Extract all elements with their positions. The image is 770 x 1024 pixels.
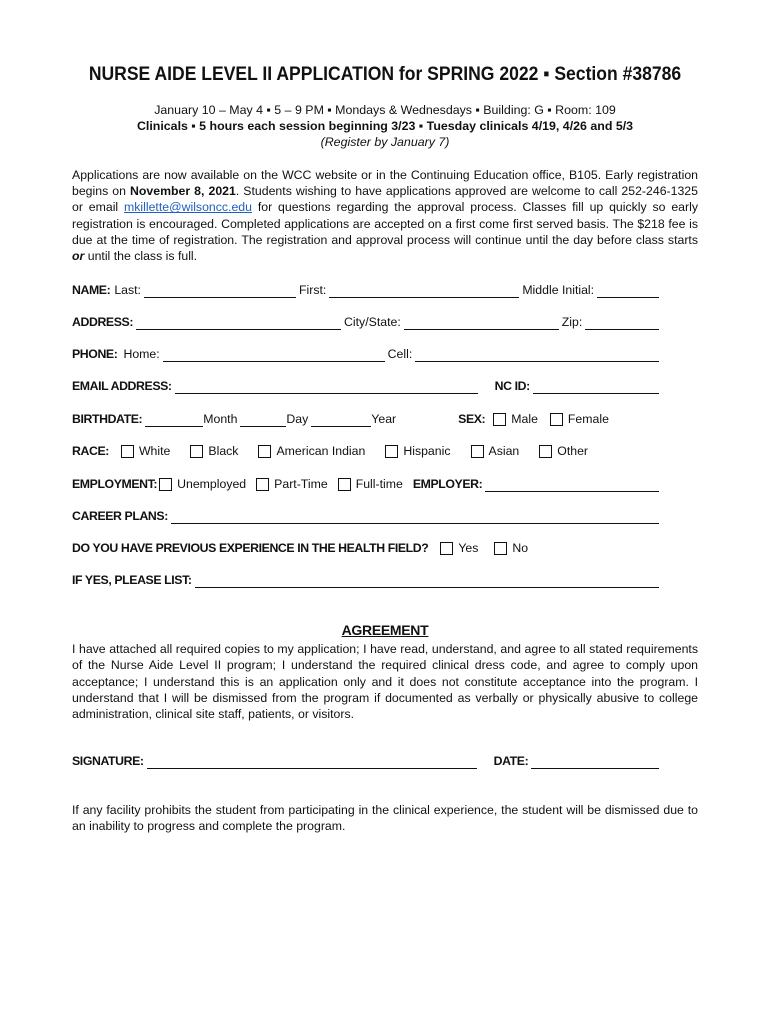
email-field[interactable] <box>175 380 478 394</box>
address-field[interactable] <box>136 316 341 330</box>
email-link[interactable]: mkillette@wilsoncc.edu <box>124 200 252 215</box>
experience-list-field[interactable] <box>195 574 659 588</box>
experience-no-checkbox[interactable] <box>494 542 507 555</box>
home-phone-label: Home: <box>123 347 160 361</box>
or-word: or <box>72 249 85 264</box>
employer-label: EMPLOYER: <box>412 477 483 491</box>
employment-full-time-checkbox[interactable] <box>338 478 351 491</box>
race-hispanic-label: Hispanic <box>403 444 451 458</box>
signature-label: SIGNATURE: <box>72 754 144 768</box>
ncid-label: NC ID: <box>494 379 530 393</box>
employment-label: EMPLOYMENT: <box>72 477 158 491</box>
phone-label: PHONE: <box>72 347 118 361</box>
career-row <box>72 508 662 524</box>
first-name-field[interactable] <box>329 284 519 298</box>
sex-male-checkbox[interactable] <box>493 413 506 426</box>
register-note: (Register by January 7) <box>320 135 450 149</box>
sex-female-checkbox[interactable] <box>550 413 563 426</box>
home-phone-field[interactable] <box>163 348 385 362</box>
sex-label: SEX: <box>458 412 486 426</box>
birthdate-label: BIRTHDATE: <box>72 412 143 426</box>
day-label: Day <box>286 412 309 426</box>
address-row <box>72 314 662 330</box>
employment-full-time-label: Full-time <box>355 477 403 491</box>
sex-female-label: Female <box>567 412 609 426</box>
page-title: NURSE AIDE LEVEL II APPLICATION for SPRING 2022 ▪ Section #38786 <box>88 63 682 85</box>
last-name-label: Last: <box>114 283 141 297</box>
experience-list-label: IF YES, PLEASE LIST: <box>72 573 192 587</box>
signature-field[interactable] <box>147 755 477 769</box>
city-state-label: City/State: <box>344 315 401 329</box>
cell-phone-label: Cell: <box>387 347 413 361</box>
address-label: ADDRESS: <box>72 315 134 329</box>
sex-male-label: Male <box>511 412 538 426</box>
registration-date: November 8, 2021 <box>130 184 236 199</box>
cell-phone-field[interactable] <box>415 348 659 362</box>
race-white-checkbox[interactable] <box>121 445 134 458</box>
birth-day-field[interactable] <box>240 413 286 427</box>
ncid-field[interactable] <box>533 380 659 394</box>
employment-unemployed-label: Unemployed <box>177 477 247 491</box>
first-name-label: First: <box>298 283 327 297</box>
email-label: EMAIL ADDRESS: <box>72 379 172 393</box>
intro-paragraph: Applications are now available on the WCC website or in the Continuing Education office, B105. Early registration begins on November 8, 2021. Students wishing to have applications approved are welcome to call 252-246-1325 or email mkillette@wilsoncc.edu for questions regarding the approval process. Classes fill up quickly so early registration is encouraged. Completed applications are accepted on a first come first served basis. The $218 fee is due at the time of registration. The registration and approval process will continue until the day before class starts or until the class is full. <box>72 168 698 264</box>
employer-field[interactable] <box>485 478 659 492</box>
race-row <box>72 443 662 459</box>
signature-row <box>72 753 662 769</box>
agreement-text: I have attached all required copies to my application; I have read, understand, and agree to all stated requirements of the Nurse Aide Level II program; I understand the required clinical dress code, and agree to comply upon acceptance; I understand this is an application only and it does not constitute acceptance into the program. I understand that I will be dismissed from the program if documented as verbally or physically abusive to college administration, clinical site staff, patients, or visitors. <box>72 642 698 722</box>
race-asian-label: Asian <box>488 444 520 458</box>
employment-unemployed-checkbox[interactable] <box>159 478 172 491</box>
experience-yes-label: Yes <box>458 541 479 555</box>
zip-field[interactable] <box>585 316 659 330</box>
career-plans-field[interactable] <box>171 510 659 524</box>
birth-year-field[interactable] <box>311 413 371 427</box>
experience-list-row <box>72 572 662 588</box>
race-american-indian-checkbox[interactable] <box>258 445 271 458</box>
last-name-field[interactable] <box>144 284 296 298</box>
zip-label: Zip: <box>561 315 583 329</box>
phone-row <box>72 346 662 362</box>
career-plans-label: CAREER PLANS: <box>72 509 168 523</box>
schedule-line: January 10 – May 4 ▪ 5 – 9 PM ▪ Mondays & Wednesdays ▪ Building: G ▪ Room: 109 <box>154 103 616 117</box>
race-other-label: Other <box>557 444 589 458</box>
race-black-label: Black <box>208 444 239 458</box>
birthdate-row <box>72 411 662 427</box>
experience-question: DO YOU HAVE PREVIOUS EXPERIENCE IN THE HEALTH FIELD? <box>72 541 429 555</box>
race-asian-checkbox[interactable] <box>471 445 484 458</box>
race-label: RACE: <box>72 444 109 458</box>
employment-part-time-checkbox[interactable] <box>256 478 269 491</box>
experience-yes-checkbox[interactable] <box>440 542 453 555</box>
race-white-label: White <box>138 444 171 458</box>
date-field[interactable] <box>531 755 659 769</box>
birth-month-field[interactable] <box>145 413 203 427</box>
agreement-heading: AGREEMENT <box>341 622 429 638</box>
city-state-field[interactable] <box>404 316 559 330</box>
experience-no-label: No <box>512 541 529 555</box>
middle-initial-label: Middle Initial: <box>522 283 595 297</box>
middle-initial-field[interactable] <box>597 284 659 298</box>
clinicals-line: Clinicals ▪ 5 hours each session beginning 3/23 ▪ Tuesday clinicals 4/19, 4/26 and 5/3 <box>136 119 634 133</box>
race-black-checkbox[interactable] <box>190 445 203 458</box>
race-hispanic-checkbox[interactable] <box>385 445 398 458</box>
year-label: Year <box>371 412 397 426</box>
experience-row <box>72 540 662 556</box>
employment-part-time-label: Part-Time <box>274 477 328 491</box>
date-label: DATE: <box>493 754 529 768</box>
name-row <box>72 282 662 298</box>
month-label: Month <box>203 412 238 426</box>
email-row <box>72 378 662 394</box>
race-american-indian-label: American Indian <box>276 444 366 458</box>
footer-note: If any facility prohibits the student from participating in the clinical experience, the student will be dismissed due to an inability to progress and complete the program. <box>72 803 698 834</box>
race-other-checkbox[interactable] <box>539 445 552 458</box>
name-label: NAME: <box>72 283 111 297</box>
employment-row <box>72 476 662 492</box>
